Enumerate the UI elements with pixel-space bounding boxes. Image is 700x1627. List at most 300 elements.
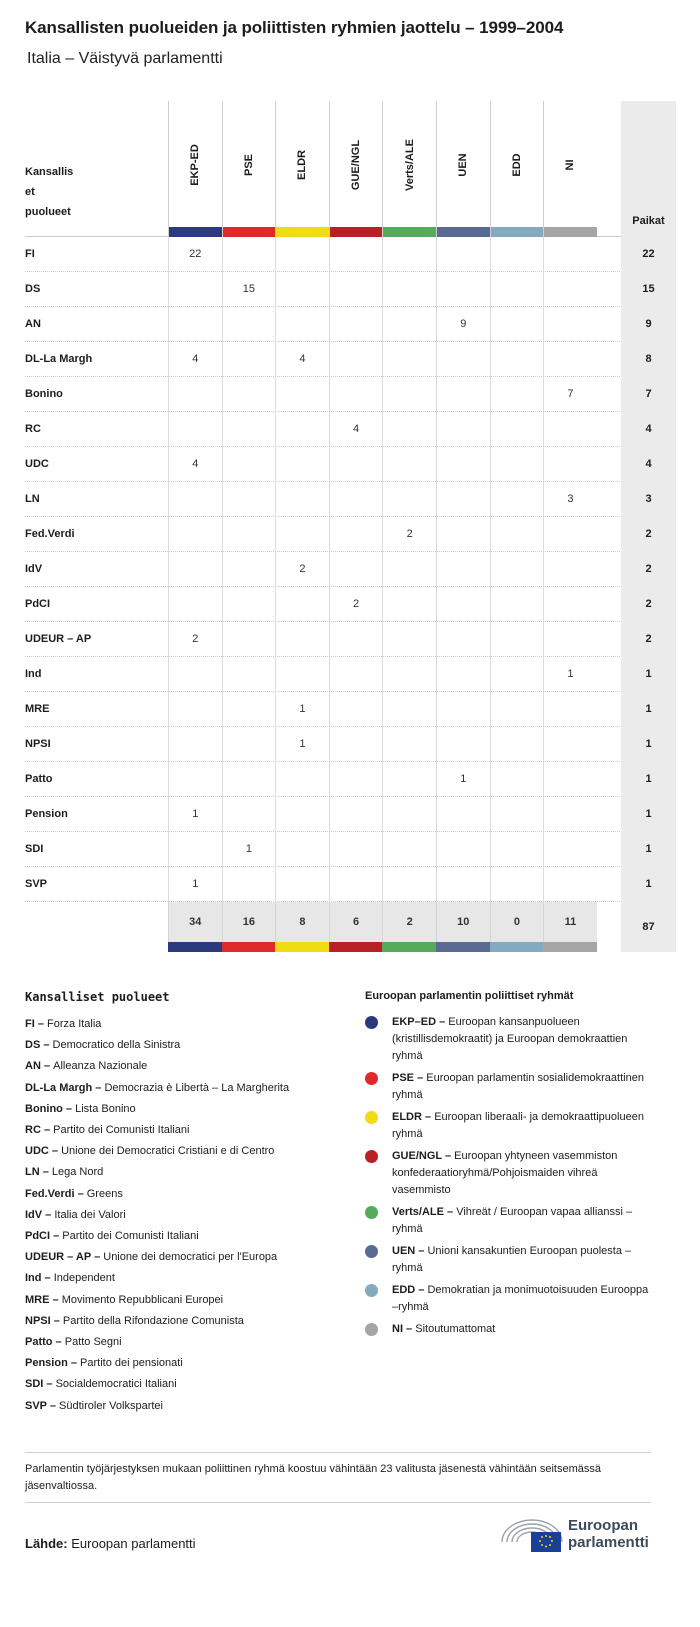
seat-cell	[490, 482, 544, 517]
legend-name: Partito dei Comunisti Italiani	[62, 1230, 199, 1243]
seat-cell	[275, 447, 329, 482]
legend-abbr: Patto –	[25, 1336, 65, 1349]
legend-name: Socialdemocratici Italiani	[55, 1378, 177, 1391]
seat-cell	[382, 762, 436, 797]
group-total: 34	[168, 902, 222, 942]
seat-cell	[168, 727, 222, 762]
national-legend-item	[25, 1141, 355, 1162]
seat-cell	[222, 307, 276, 342]
group-column-header	[543, 101, 597, 237]
row-seat-total: 9	[621, 307, 676, 342]
national-legend-item	[25, 1099, 355, 1120]
seat-cell	[436, 237, 490, 272]
table-row	[25, 867, 676, 902]
legend-name: Movimento Repubblicani Europei	[61, 1293, 224, 1306]
group-total: 11	[543, 902, 597, 942]
seat-cell	[329, 867, 383, 902]
national-legend-item	[25, 1035, 355, 1056]
legend-name: Euroopan kansanpuolueen (kristillisdemokraatit) ja Euroopan demokraattien ryhmä	[392, 1016, 628, 1062]
seat-cell	[543, 692, 597, 727]
seat-cell	[275, 237, 329, 272]
seat-cell	[222, 377, 276, 412]
table-row	[25, 272, 676, 307]
legend-name: Unioni kansakuntien Euroopan puolesta – ryhmä	[392, 1245, 632, 1274]
national-legend-item	[25, 1078, 355, 1099]
groups-legend-list	[365, 1014, 655, 1338]
row-seat-total: 1	[621, 797, 676, 832]
legend-name: Unione dei democratici per l'Europa	[103, 1251, 278, 1264]
seat-cell	[275, 622, 329, 657]
legend-name: Demokratian ja monimuotoisuuden Eurooppa –ryhmä	[392, 1284, 649, 1313]
table-row	[25, 762, 676, 797]
national-parties-legend	[25, 990, 355, 1417]
row-seat-total: 3	[621, 482, 676, 517]
seat-cell	[382, 482, 436, 517]
seat-cell	[168, 587, 222, 622]
seat-cell	[382, 412, 436, 447]
seat-cell	[275, 482, 329, 517]
seat-cell	[490, 412, 544, 447]
legend-name: Democrazia è Libertà – La Margherita	[104, 1081, 290, 1094]
party-name: SDI	[25, 843, 44, 855]
seat-cell	[329, 307, 383, 342]
legend-abbr: UDEUR – AP –	[25, 1251, 104, 1264]
row-seat-total: 8	[621, 342, 676, 377]
legend-abbr: AN –	[25, 1060, 54, 1073]
seat-cell	[490, 377, 544, 412]
seat-cell	[222, 482, 276, 517]
party-name: LN	[25, 493, 40, 505]
seat-cell: 1	[436, 762, 490, 797]
seat-cell	[222, 552, 276, 587]
group-column-header	[329, 101, 383, 237]
group-color-bar	[437, 227, 490, 237]
legend-abbr: DS –	[25, 1039, 53, 1052]
seat-cell	[490, 552, 544, 587]
legend-name: Sitoutumattomat	[415, 1323, 496, 1335]
seat-cell	[275, 587, 329, 622]
seat-cell	[490, 447, 544, 482]
source-value: Euroopan parlamentti	[67, 1536, 196, 1551]
seat-cell	[275, 657, 329, 692]
national-legend-item	[25, 1268, 355, 1289]
party-name: Bonino	[25, 388, 63, 400]
seat-cell	[436, 517, 490, 552]
row-seat-total: 1	[621, 727, 676, 762]
seat-cell	[490, 727, 544, 762]
national-legend-item	[25, 1353, 355, 1374]
group-legend-item	[365, 1321, 655, 1338]
legend-abbr: UDC –	[25, 1145, 62, 1158]
group-column-header	[382, 101, 436, 237]
legend-name: Unione dei Democratici Cristiani e di Centro	[61, 1145, 275, 1158]
legend-name: Euroopan parlamentin sosialidemokraattinen ryhmä	[392, 1072, 644, 1101]
source-label: Lähde:	[25, 1536, 68, 1551]
legend-abbr: RC –	[25, 1124, 54, 1137]
seat-cell	[222, 797, 276, 832]
seat-cell: 9	[436, 307, 490, 342]
group-color-bar	[544, 227, 597, 237]
seat-cell	[275, 412, 329, 447]
seat-cell	[329, 832, 383, 867]
row-seat-total: 1	[621, 762, 676, 797]
seat-cell	[543, 412, 597, 447]
legend-name: Greens	[86, 1187, 123, 1200]
row-seat-total: 1	[621, 692, 676, 727]
seat-cell	[436, 797, 490, 832]
group-color-dot-icon	[365, 1072, 378, 1085]
seat-cell: 3	[543, 482, 597, 517]
seat-cell	[329, 517, 383, 552]
seat-cell: 2	[329, 587, 383, 622]
seat-cell	[222, 657, 276, 692]
legend-abbr: EDD –	[392, 1284, 428, 1296]
seat-cell: 1	[275, 727, 329, 762]
seat-cell: 1	[168, 797, 222, 832]
seat-cell	[490, 692, 544, 727]
table-row	[25, 447, 676, 482]
political-groups-legend	[365, 990, 655, 1343]
seat-cell	[222, 867, 276, 902]
seat-cell	[436, 377, 490, 412]
group-legend-item	[365, 1148, 655, 1199]
legend-name: Forza Italia	[47, 1018, 102, 1030]
legend-abbr: Verts/ALE –	[392, 1206, 457, 1218]
group-color-dot-icon	[365, 1150, 378, 1163]
seat-cell	[168, 482, 222, 517]
legend-abbr: LN –	[25, 1166, 52, 1179]
seat-cell	[382, 447, 436, 482]
legend-abbr: NI –	[392, 1323, 416, 1335]
seat-cell	[329, 622, 383, 657]
party-name: IdV	[25, 563, 43, 575]
seat-cell	[382, 867, 436, 902]
group-color-bar	[276, 227, 329, 237]
seat-cell: 4	[329, 412, 383, 447]
row-seat-total: 2	[621, 517, 676, 552]
seat-cell	[382, 692, 436, 727]
group-column-header	[222, 101, 276, 237]
table-row	[25, 307, 676, 342]
seat-cell	[275, 832, 329, 867]
national-legend-item	[25, 1162, 355, 1183]
seat-cell: 1	[222, 832, 276, 867]
seat-cell	[543, 867, 597, 902]
table-row	[25, 797, 676, 832]
seat-cell	[382, 832, 436, 867]
legend-name: Vihreät / Euroopan vapaa allianssi – ryhmä	[392, 1206, 633, 1235]
row-seat-total: 1	[621, 657, 676, 692]
party-name: Fed.Verdi	[25, 528, 75, 540]
legend-abbr: NPSI –	[25, 1314, 63, 1327]
seat-cell	[168, 692, 222, 727]
legend-name: Independent	[53, 1272, 115, 1285]
group-color-bar	[222, 942, 276, 952]
row-seat-total: 2	[621, 622, 676, 657]
party-name: SVP	[25, 878, 48, 890]
seat-cell: 4	[168, 342, 222, 377]
group-color-bar	[329, 942, 383, 952]
seat-cell	[329, 482, 383, 517]
table-row	[25, 727, 676, 762]
seat-cell	[329, 377, 383, 412]
group-total: 2	[382, 902, 436, 942]
seat-cell	[436, 867, 490, 902]
seat-cell	[222, 762, 276, 797]
seat-cell	[222, 692, 276, 727]
seat-cell	[222, 342, 276, 377]
seat-cell	[543, 447, 597, 482]
seat-cell: 7	[543, 377, 597, 412]
legend-abbr: Bonino –	[25, 1102, 76, 1115]
legend-abbr: SDI –	[25, 1378, 56, 1391]
divider	[25, 1502, 651, 1503]
row-seat-total: 4	[621, 447, 676, 482]
seat-cell	[490, 272, 544, 307]
row-seat-total: 1	[621, 867, 676, 902]
legend-abbr: MRE –	[25, 1293, 62, 1306]
seat-cell: 4	[275, 342, 329, 377]
table-row	[25, 587, 676, 622]
seat-cell: 15	[222, 272, 276, 307]
national-legend-item	[25, 1374, 355, 1395]
group-legend-item	[365, 1109, 655, 1143]
party-name: MRE	[25, 703, 50, 715]
logo-text	[568, 1517, 649, 1551]
logo-line2: parlamentti	[568, 1534, 649, 1551]
seat-cell	[382, 657, 436, 692]
legend-name: Lista Bonino	[75, 1102, 136, 1115]
seat-cell	[329, 342, 383, 377]
seat-cell	[543, 587, 597, 622]
row-seat-total: 1	[621, 832, 676, 867]
group-color-bar	[275, 942, 329, 952]
national-legend-item	[25, 1184, 355, 1205]
source-line	[25, 1536, 196, 1551]
party-name: Pension	[25, 808, 68, 820]
seat-cell	[222, 237, 276, 272]
group-legend-item	[365, 1282, 655, 1316]
group-legend-item	[365, 1243, 655, 1277]
party-name: UDEUR – AP	[25, 633, 92, 645]
seat-cell	[436, 692, 490, 727]
seat-cell	[168, 307, 222, 342]
seat-distribution-table	[25, 101, 676, 952]
legend-name: Euroopan liberaali- ja demokraattipuolueen ryhmä	[392, 1111, 644, 1140]
group-column-header	[168, 101, 222, 237]
seat-cell	[543, 552, 597, 587]
table-row	[25, 377, 676, 412]
seat-cell	[168, 272, 222, 307]
table-row	[25, 342, 676, 377]
seat-cell	[222, 727, 276, 762]
seat-cell	[436, 727, 490, 762]
group-label: EDD	[510, 153, 523, 177]
seat-cell	[382, 377, 436, 412]
group-label: ELDR	[296, 150, 309, 180]
legend-name: Südtiroler Volkspartei	[59, 1399, 163, 1412]
table-row	[25, 517, 676, 552]
seat-cell	[275, 797, 329, 832]
legend-name: Italia dei Valori	[54, 1208, 126, 1221]
seat-cell	[382, 587, 436, 622]
footnote: Parlamentin työjärjestyksen mukaan poliittinen ryhmä koostuu vähintään 23 valitusta jäsenestä vähintään seitsemässä jäsenvaltiossa.	[25, 1463, 601, 1492]
row-seat-total: 15	[621, 272, 676, 307]
legend-abbr: Ind –	[25, 1272, 54, 1285]
seat-cell	[275, 762, 329, 797]
seat-cell	[436, 587, 490, 622]
group-label: UEN	[457, 153, 470, 177]
seat-cell: 2	[168, 622, 222, 657]
group-color-dot-icon	[365, 1284, 378, 1297]
table-row	[25, 657, 676, 692]
legend-name: Lega Nord	[51, 1166, 104, 1179]
seat-cell	[382, 342, 436, 377]
seat-cell: 2	[382, 517, 436, 552]
group-color-bar	[168, 942, 222, 952]
group-color-bar	[490, 942, 544, 952]
seat-cell	[168, 657, 222, 692]
seat-cell	[168, 552, 222, 587]
party-name: UDC	[25, 458, 49, 470]
legend-name: Partito dei pensionati	[80, 1357, 183, 1370]
group-column-header	[275, 101, 329, 237]
total-seats: 87	[621, 902, 676, 952]
group-color-bar	[223, 227, 276, 237]
group-color-bar	[543, 942, 597, 952]
corner-label: Kansallis et puolueet	[25, 166, 74, 218]
national-legend-item	[25, 1056, 355, 1077]
seat-cell	[436, 447, 490, 482]
ep-logo	[500, 1512, 660, 1556]
national-legend-item	[25, 1120, 355, 1141]
seat-cell	[168, 377, 222, 412]
national-legend-item	[25, 1247, 355, 1268]
group-color-bar	[330, 227, 383, 237]
national-legend-heading: Kansalliset puolueet	[25, 990, 170, 1004]
seat-cell	[436, 657, 490, 692]
seats-column-header	[621, 101, 676, 237]
seat-cell	[543, 517, 597, 552]
seat-cell	[275, 377, 329, 412]
group-total: 6	[329, 902, 383, 942]
legend-abbr: IdV –	[25, 1208, 55, 1221]
seat-cell	[490, 762, 544, 797]
row-seat-total: 7	[621, 377, 676, 412]
seat-cell	[329, 797, 383, 832]
seat-cell	[490, 307, 544, 342]
table-row	[25, 552, 676, 587]
divider	[25, 1452, 651, 1453]
legend-abbr: Fed.Verdi –	[25, 1187, 87, 1200]
seat-cell	[490, 622, 544, 657]
seat-cell	[275, 272, 329, 307]
seat-cell	[436, 482, 490, 517]
seat-cell	[222, 412, 276, 447]
row-seat-total: 22	[621, 237, 676, 272]
group-label: NI	[564, 159, 577, 171]
table-row	[25, 237, 676, 272]
group-color-bar	[382, 942, 436, 952]
group-label: GUE/NGL	[350, 139, 363, 191]
party-name: Ind	[25, 668, 42, 680]
seat-cell	[382, 272, 436, 307]
seat-cell	[436, 342, 490, 377]
seat-cell	[490, 342, 544, 377]
national-legend-item	[25, 1226, 355, 1247]
national-legend-item	[25, 1205, 355, 1226]
seat-cell	[275, 307, 329, 342]
group-color-bar	[436, 942, 490, 952]
legend-name: Euroopan yhtyneen vasemmiston konfederaatioryhmä/Pohjoismaiden vihreä vasemmisto	[392, 1150, 618, 1196]
group-column-header	[490, 101, 544, 237]
seat-cell	[490, 867, 544, 902]
page-subtitle: Italia – Väistyvä parlamentti	[27, 50, 223, 67]
table-header	[25, 101, 676, 237]
seat-cell	[275, 517, 329, 552]
seat-cell	[275, 867, 329, 902]
seat-cell	[382, 237, 436, 272]
seat-cell	[490, 587, 544, 622]
seat-cell	[329, 692, 383, 727]
seat-cell	[222, 517, 276, 552]
seat-cell	[382, 622, 436, 657]
seat-cell	[490, 832, 544, 867]
seat-cell	[222, 447, 276, 482]
group-total: 0	[490, 902, 544, 942]
table-body	[25, 237, 676, 902]
seat-cell	[436, 622, 490, 657]
group-column-header	[436, 101, 490, 237]
legend-name: Alleanza Nazionale	[53, 1060, 148, 1073]
party-name: DS	[25, 283, 41, 295]
page-title: Kansallisten puolueiden ja poliittisten ryhmien jaottelu – 1999–2004	[25, 18, 564, 37]
legend-abbr: PdCI –	[25, 1230, 63, 1243]
group-color-bar	[491, 227, 544, 237]
seat-cell: 1	[168, 867, 222, 902]
seat-cell	[168, 517, 222, 552]
party-name: DL-La Margh	[25, 353, 93, 365]
seat-cell	[329, 447, 383, 482]
national-legend-item	[25, 1396, 355, 1417]
table-row	[25, 412, 676, 447]
group-total: 8	[275, 902, 329, 942]
seat-cell	[543, 622, 597, 657]
seat-cell	[329, 237, 383, 272]
party-name: Patto	[25, 773, 53, 785]
legend-abbr: GUE/NGL –	[392, 1150, 455, 1162]
seat-cell	[382, 307, 436, 342]
seat-cell	[543, 762, 597, 797]
legend-name: Partito della Rifondazione Comunista	[62, 1314, 244, 1327]
group-legend-item	[365, 1014, 655, 1065]
seat-cell	[168, 832, 222, 867]
seat-cell	[543, 307, 597, 342]
national-legend-list	[25, 1014, 355, 1417]
seat-cell: 1	[275, 692, 329, 727]
legend-abbr: UEN –	[392, 1245, 428, 1257]
legend-abbr: DL-La Margh –	[25, 1081, 105, 1094]
logo-line1: Euroopan	[568, 1517, 638, 1534]
table-row	[25, 622, 676, 657]
national-legend-item	[25, 1332, 355, 1353]
group-legend-item	[365, 1204, 655, 1238]
national-legend-item	[25, 1014, 355, 1035]
seat-cell	[329, 727, 383, 762]
legend-abbr: EKP–ED –	[392, 1016, 449, 1028]
seat-cell	[490, 237, 544, 272]
seat-cell	[543, 727, 597, 762]
